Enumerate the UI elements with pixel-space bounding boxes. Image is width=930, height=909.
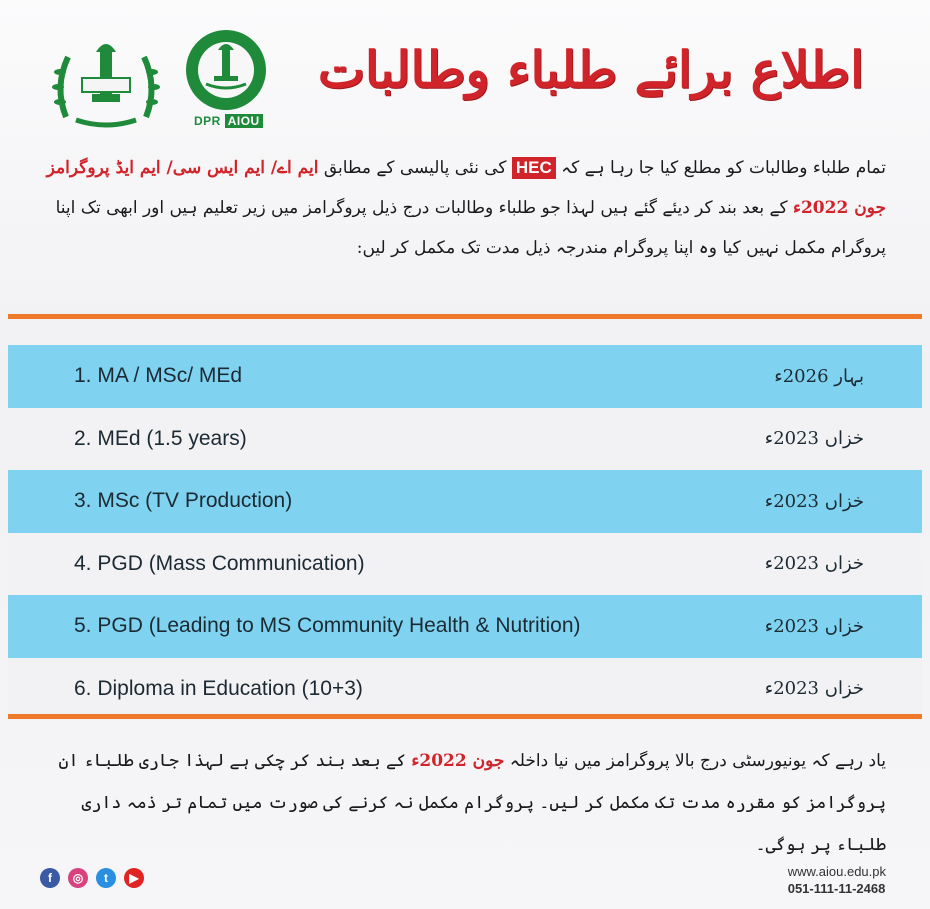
note-part2: کے بعد بند کر چکی ہے لہذا جاری طلباء ان پروگرامز کو مقررہ مدت تک مکمل کر لیں۔ پروگرام مکمل نہ کرنے کی صورت میں تمام تر ذمہ داری طلباء پر ہوگی۔ (58, 751, 886, 855)
university-logo (46, 32, 166, 132)
program-row (8, 533, 922, 596)
notice-title: اطلاع برائے طلباء وطالبات (317, 40, 864, 99)
website-link[interactable]: www.aiou.edu.pk (787, 864, 886, 879)
intro-part3: کے بعد بند کر دیئے گئے ہیں لہذا جو طلباء وطالبات درج ذیل پروگرامز میں زیر تعلیم ہیں اور ابھی تک اپنا پروگرام مکمل نہیں کیا وہ اپنا پروگرام مندرجہ ذیل مدت تک مکمل کر لیں: (55, 198, 886, 258)
intro-part1: تمام طلباء وطالبات کو مطلع کیا جا رہا ہے کہ (555, 158, 886, 178)
instagram-icon[interactable]: ◎ (68, 868, 88, 888)
program-deadline: خزاں 2023ء (764, 490, 864, 512)
twitter-icon[interactable]: t (96, 868, 116, 888)
logo-group (46, 22, 286, 132)
program-list (8, 345, 922, 720)
aiou-text: AIOU (225, 114, 263, 128)
program-deadline: بہار 2026ء (774, 365, 864, 387)
program-name: 1. MA / MSc/ MEd (74, 364, 243, 388)
program-row (8, 408, 922, 471)
youtube-icon[interactable]: ▶ (124, 868, 144, 888)
program-deadline: خزاں 2023ء (764, 553, 864, 575)
dpr-aiou-label (194, 114, 263, 128)
program-row (8, 345, 922, 408)
bottom-divider (8, 714, 922, 719)
program-deadline: خزاں 2023ء (764, 428, 864, 450)
contact-info (788, 864, 886, 896)
hec-badge: HEC (512, 157, 556, 179)
program-row (8, 658, 922, 721)
program-name: 6. Diploma in Education (10+3) (74, 676, 363, 700)
note-date-highlight: جون 2022ء (411, 751, 505, 771)
program-row (8, 595, 922, 658)
program-deadline: خزاں 2023ء (764, 615, 864, 637)
dpr-logo (178, 26, 274, 126)
program-name: 4. PGD (Mass Communication) (74, 551, 365, 575)
program-name: 5. PGD (Leading to MS Community Health & Nutrition) (74, 614, 581, 638)
intro-paragraph (30, 148, 886, 268)
facebook-icon[interactable]: f (40, 868, 60, 888)
closing-note (30, 740, 886, 866)
intro-programs-highlight: ایم اے/ ایم ایس سی/ ایم ایڈ پروگرامز جون 2022ء (46, 158, 886, 218)
program-row (8, 470, 922, 533)
social-links (40, 868, 144, 888)
program-deadline: خزاں 2023ء (764, 678, 864, 700)
intro-part2: کی نئی پالیسی کے مطابق (318, 158, 512, 178)
program-name: 2. MEd (1.5 years) (74, 426, 247, 450)
dpr-text: DPR (194, 114, 221, 128)
phone-number: 051-111-11-2468 (787, 881, 886, 896)
top-divider (8, 314, 922, 319)
program-name: 3. MSc (TV Production) (74, 489, 293, 513)
note-part1: یاد رہے کہ یونیورسٹی درج بالا پروگرامز میں نیا داخلہ (504, 751, 886, 771)
